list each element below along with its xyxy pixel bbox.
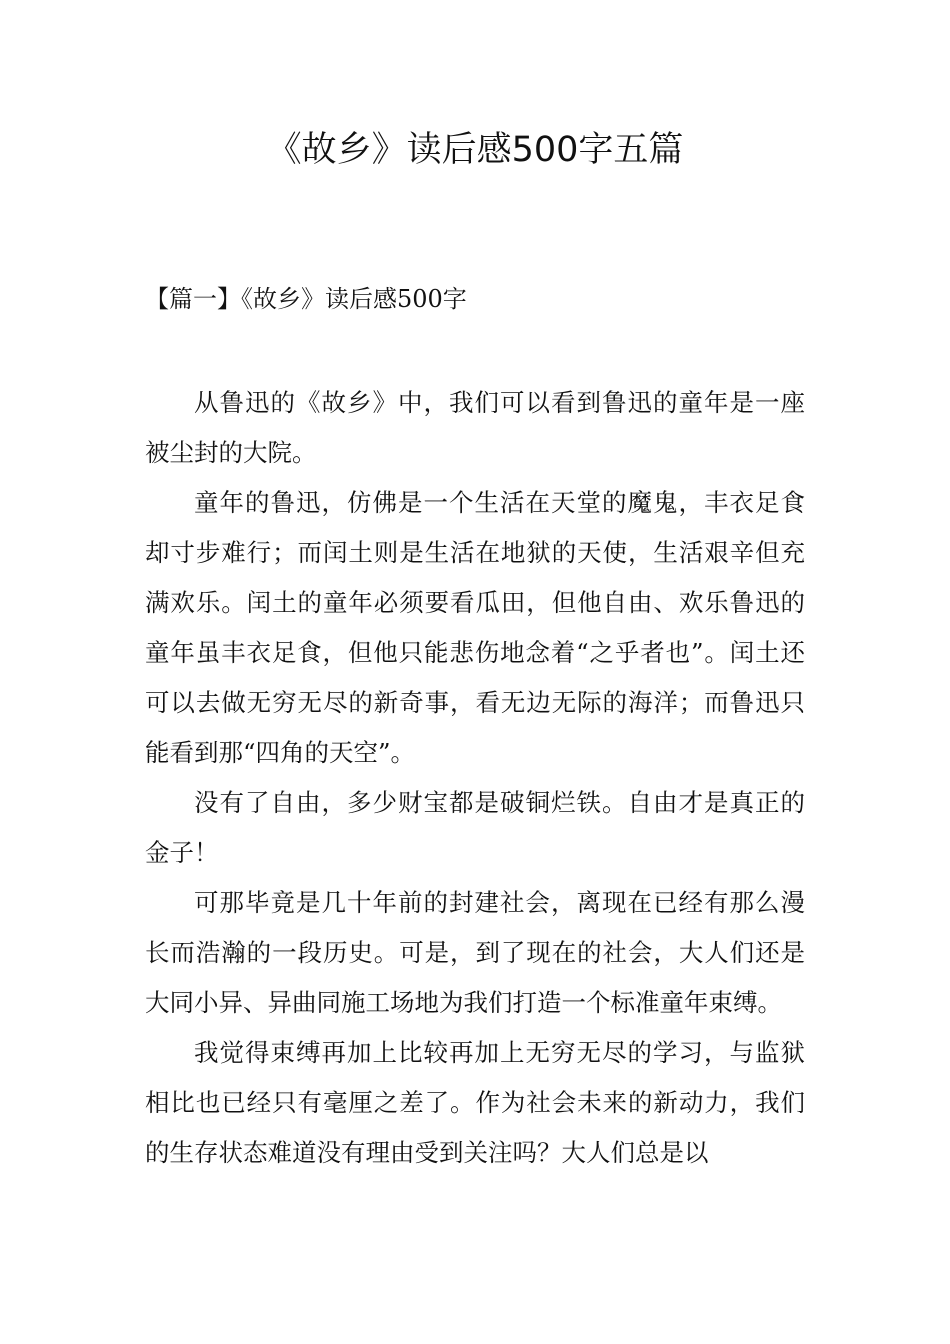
document-title: 《故乡》读后感500字五篇 [266,130,684,170]
paragraph: 童年的鲁迅，仿佛是一个生活在天堂的魔鬼，丰衣足食却寸步难行；而闰土则是生活在地狱的天使，生活艰辛但充满欢乐。闰土的童年必须要看瓜田，但他自由、欢乐鲁迅的童年虽丰衣足食，但他只能悲伤地念着“之乎者也”。闰土还可以去做无穷无尽的新奇事，看无边无际的海洋；而鲁迅只能看到那“四角的天空”。 [145,488,805,767]
section-heading: 【篇一】《故乡》读后感500字 [145,285,467,313]
paragraph: 我觉得束缚再加上比较再加上无穷无尽的学习，与监狱相比也已经只有毫厘之差了。作为社会未来的新动力，我们的生存状态难道没有理由受到关注吗？大人们总是以 [145,1038,805,1167]
paragraph: 从鲁迅的《故乡》中，我们可以看到鲁迅的童年是一座被尘封的大院。 [145,388,805,467]
paragraph: 没有了自由，多少财宝都是破铜烂铁。自由才是真正的金子！ [145,788,805,867]
paragraph: 可那毕竟是几十年前的封建社会，离现在已经有那么漫长而浩瀚的一段历史。可是，到了现在的社会，大人们还是大同小异、异曲同施工场地为我们打造一个标准童年束缚。 [145,888,805,1017]
document-body [145,378,805,1178]
